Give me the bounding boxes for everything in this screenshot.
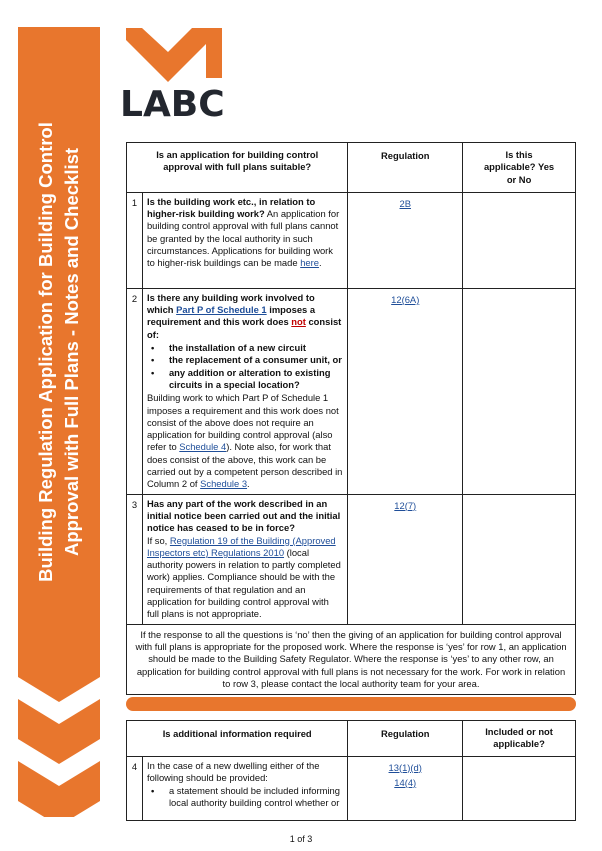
row-question [142,192,347,288]
punct: . [247,478,250,490]
question-bold [147,292,341,340]
logo-text: LABC [120,84,225,125]
list-item: • the installation of a new circuit [147,342,343,354]
side-title [18,27,100,677]
question-text: Building work to which Part P of Schedule 1 imposes a requirement and this work does not consist of the above does not require an application for building control approval (also refer to [146,392,339,453]
row-question [142,756,347,820]
row-regulation [348,756,463,820]
note-row [127,624,576,694]
row-number: 1 [127,192,143,288]
table-row [127,288,576,494]
header-question: Is additional information required [127,721,348,757]
banner-chevron [18,699,100,764]
question-bold-b: imposes a requirement and this work does [146,304,316,328]
bullet-list [147,785,343,810]
row-regulation [348,494,463,624]
row-included-cell[interactable] [463,756,576,820]
regulation-link[interactable]: 14(4) [394,776,417,788]
page-number: 1 of 3 [289,834,313,844]
regulation-link[interactable]: 12(6A) [391,293,420,305]
header-question: Is an application for building control approval with full plans suitable? [127,143,348,193]
regulation-link[interactable]: 13(1)(d) [388,761,422,773]
row-question [142,494,347,624]
question-text: In the case of a new dwelling either of the following should be provided: [146,759,320,783]
schedule-3-link[interactable]: Schedule 3 [200,478,248,490]
row-regulation [348,288,463,494]
row-number: 3 [127,494,143,624]
question-bold: Is the building work etc., in relation to higher-risk building work? [146,195,316,220]
header-applicable: Is this applicable? Yes or No [463,143,576,193]
table-row [127,192,576,288]
regulation-link[interactable]: 12(7) [394,499,417,511]
header-regulation: Regulation [348,143,463,193]
side-title-line1: Building Regulation Application for Building Control [35,122,56,582]
row-regulation [348,192,463,288]
row-number: 4 [127,756,143,820]
header-included: Included or not applicable? [463,721,576,757]
suitability-table [126,142,576,695]
row-applicable-cell[interactable] [463,494,576,624]
table-row [127,494,576,624]
table-header-row [127,721,576,757]
header-regulation: Regulation [348,721,463,757]
regulation-link[interactable]: 2B [399,197,411,209]
question-text: If so, [146,534,170,546]
row-question [142,288,347,494]
schedule-4-link[interactable]: Schedule 4 [179,441,227,453]
question-bold-c: consist of: [146,316,342,340]
list-item: • the replacement of a consumer unit, or [147,354,343,366]
table-row [127,756,576,820]
regulation-19-link[interactable]: Regulation 19 of the Building (Approved Inspectors etc) Regulations 2010 [146,534,336,558]
question-text: An application for building control approval with full plans cannot be granted by the local authority in such circumstances. Applications for building work to higher-risk buildings can be made [146,208,340,269]
row-number: 2 [127,288,143,494]
row-applicable-cell[interactable] [463,192,576,288]
here-link[interactable]: here [300,257,319,269]
list-item: • a statement should be included informing local authority building control whether or [147,785,343,810]
additional-info-table [126,720,576,821]
row-applicable-cell[interactable] [463,288,576,494]
list-item: • any addition or alteration to existing circuits in a special location? [147,367,343,392]
question-text: (local authority powers in relation to partly completed work) applies. Compliance should be with the requirements of that regulation and an application for building control approval with full plans is not appropriate. [146,546,341,620]
question-bold-a: Is there any building work involved to which [146,291,315,316]
section-divider [126,697,576,711]
banner-chevron [18,761,100,817]
side-title-line2: Approval with Full Plans - Notes and Checklist [61,147,82,557]
question-text: ). Note also, for work that does consist of the above, this work can be carried out by a competent person described in Column 2 of [146,441,343,490]
question-bold: Has any part of the work described in an initial notice been carried out and the initial notice has ceased to be in force? [146,497,341,534]
table-header-row [127,143,576,193]
punct: . [318,257,322,269]
not-emphasis: not [291,316,306,328]
part-p-link[interactable]: Part P of Schedule 1 [176,304,267,316]
bullet-list [147,342,343,391]
note-text: If the response to all the questions is ‘no’ then the giving of an application for building control approval with full plans is appropriate for the proposed work. Where the response is ‘yes’ for row 1, an application should be made to the Building Safety Regulator. Where the response is ‘yes’ to any other row, an application for building control approval with full plans is not necessary for the work. For work in relation to row 3, please contact the local authority team for your area. [127,624,576,694]
